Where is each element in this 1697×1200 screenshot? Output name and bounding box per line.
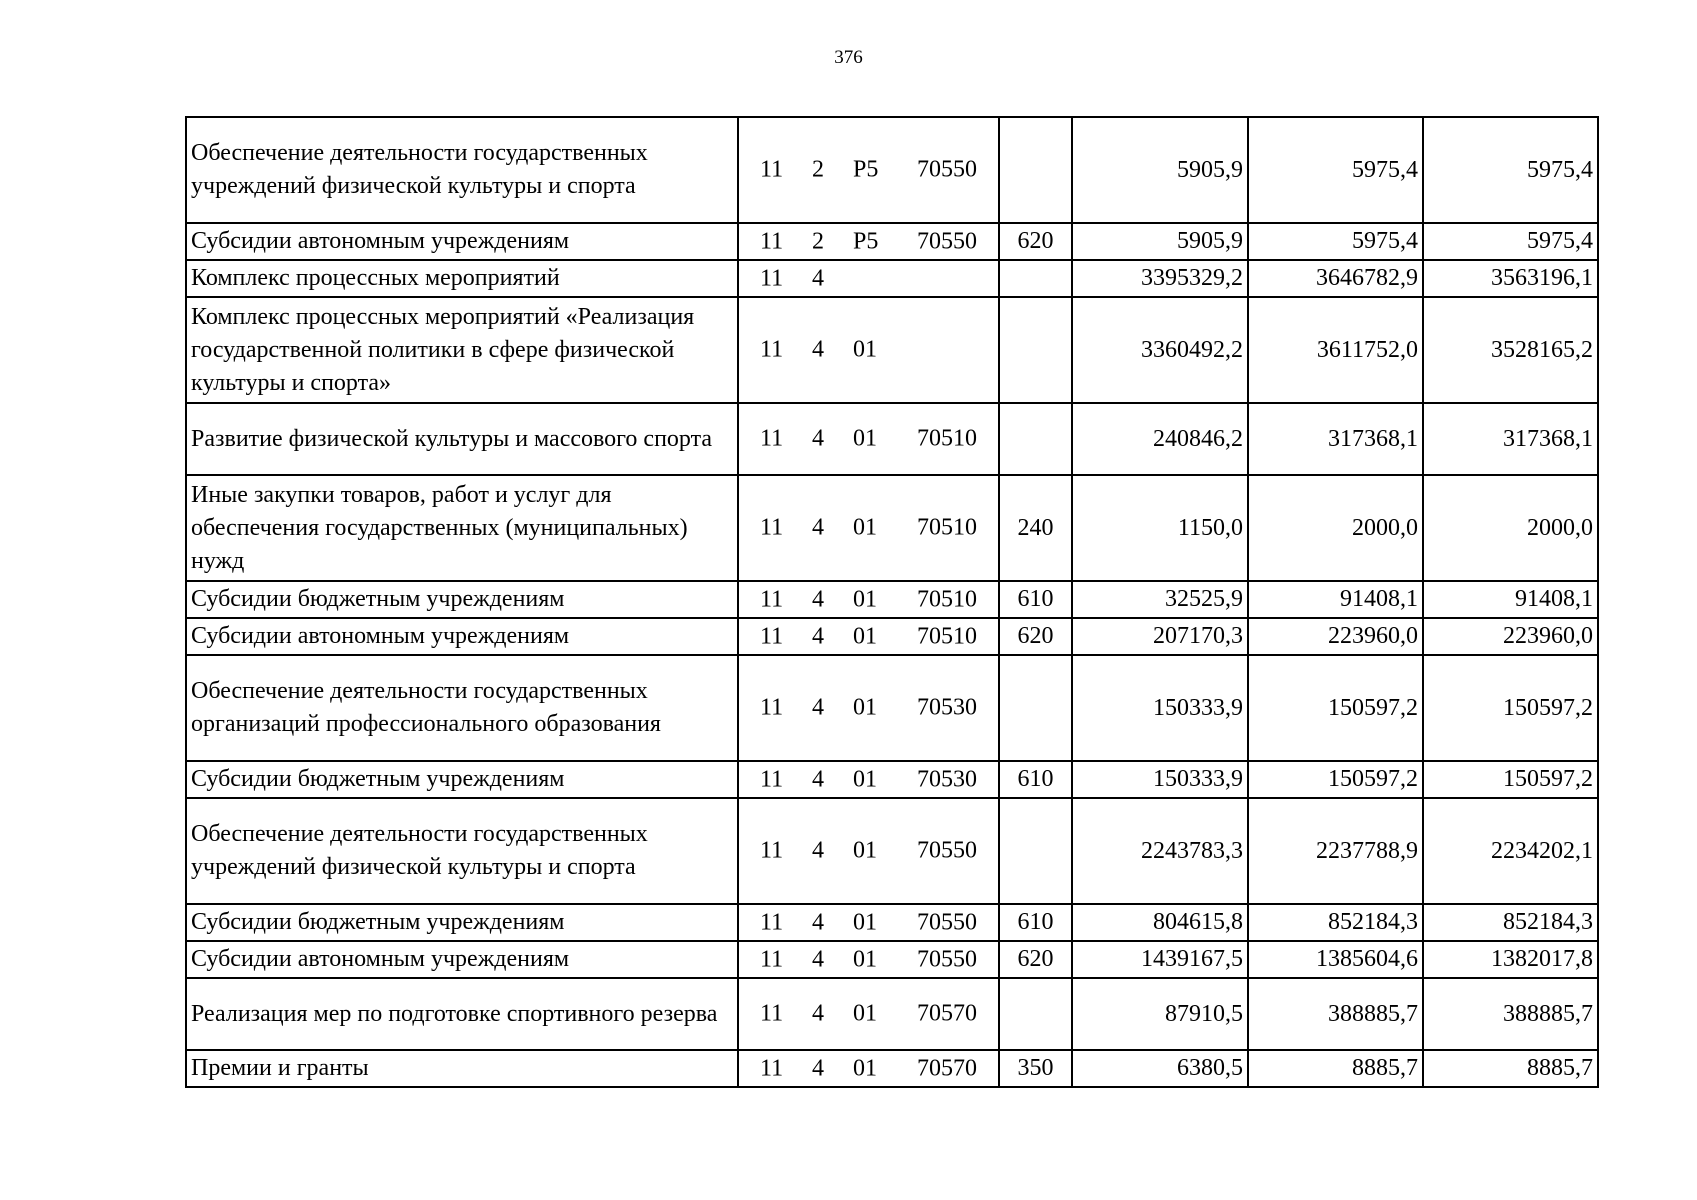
amount-cell-2: 3646782,9 <box>1248 260 1423 297</box>
code-part-1: 11 <box>760 909 784 935</box>
amount-cell-2: 91408,1 <box>1248 581 1423 618</box>
amount-cell-3: 8885,7 <box>1423 1050 1598 1087</box>
code-part-1: 11 <box>760 766 784 792</box>
expense-type-cell: 620 <box>999 941 1072 978</box>
amount-cell-3: 1382017,8 <box>1423 941 1598 978</box>
classification-code-cell <box>738 904 999 941</box>
code-part-4: 70510 <box>917 623 977 649</box>
table-body <box>186 117 1598 1087</box>
amount-cell-1: 5905,9 <box>1072 223 1248 260</box>
expense-type-cell: 610 <box>999 904 1072 941</box>
code-part-3: Р5 <box>853 156 879 183</box>
amount-cell-1: 3395329,2 <box>1072 260 1248 297</box>
code-part-3: 01 <box>853 425 877 452</box>
classification-code-cell <box>738 223 999 260</box>
amount-cell-3: 5975,4 <box>1423 223 1598 260</box>
page-number: 376 <box>834 47 863 68</box>
code-part-3: 01 <box>853 946 877 972</box>
table-row <box>186 618 1598 655</box>
row-name-cell: Субсидии автономным учреждениям <box>186 223 738 260</box>
code-part-3: 01 <box>853 694 877 721</box>
amount-cell-3: 223960,0 <box>1423 618 1598 655</box>
table-row <box>186 581 1598 618</box>
expense-type-cell <box>999 403 1072 475</box>
classification-code-cell <box>738 117 999 223</box>
classification-code-cell <box>738 978 999 1050</box>
amount-cell-2: 388885,7 <box>1248 978 1423 1050</box>
code-part-2: 4 <box>812 336 824 363</box>
expense-type-cell: 620 <box>999 223 1072 260</box>
code-part-2: 4 <box>812 623 824 649</box>
classification-code-cell <box>738 798 999 904</box>
amount-cell-2: 5975,4 <box>1248 117 1423 223</box>
row-name-cell: Реализация мер по подготовке спортивного резерва <box>186 978 738 1050</box>
amount-cell-1: 5905,9 <box>1072 117 1248 223</box>
amount-cell-2: 5975,4 <box>1248 223 1423 260</box>
amount-cell-2: 223960,0 <box>1248 618 1423 655</box>
classification-code-cell <box>738 403 999 475</box>
amount-cell-1: 1150,0 <box>1072 475 1248 581</box>
code-part-4: 70530 <box>917 694 977 721</box>
expense-type-cell <box>999 978 1072 1050</box>
code-part-3: 01 <box>853 1055 877 1081</box>
amount-cell-3: 388885,7 <box>1423 978 1598 1050</box>
code-part-2: 4 <box>812 837 824 864</box>
expense-type-cell: 610 <box>999 581 1072 618</box>
classification-code-cell <box>738 1050 999 1087</box>
row-name-cell: Комплекс процессных мероприятий «Реализация государственной политики в сфере физической культуры и спорта» <box>186 297 738 403</box>
row-name-cell: Субсидии бюджетным учреждениям <box>186 581 738 618</box>
code-part-1: 11 <box>760 265 784 291</box>
expense-type-cell: 610 <box>999 761 1072 798</box>
code-part-3: 01 <box>853 586 877 612</box>
table-row <box>186 1050 1598 1087</box>
row-name-cell: Обеспечение деятельности государственных учреждений физической культуры и спорта <box>186 798 738 904</box>
code-part-2: 4 <box>812 1000 824 1027</box>
code-part-2: 4 <box>812 514 824 541</box>
code-part-4: 70550 <box>917 946 977 972</box>
amount-cell-3: 5975,4 <box>1423 117 1598 223</box>
code-part-3: 01 <box>853 623 877 649</box>
code-part-1: 11 <box>760 156 784 183</box>
code-part-1: 11 <box>760 586 784 612</box>
budget-table <box>185 116 1599 1088</box>
row-name-cell: Развитие физической культуры и массового спорта <box>186 403 738 475</box>
amount-cell-1: 240846,2 <box>1072 403 1248 475</box>
code-part-2: 4 <box>812 1055 824 1081</box>
amount-cell-3: 317368,1 <box>1423 403 1598 475</box>
classification-code-cell <box>738 618 999 655</box>
code-part-4: 70550 <box>917 837 977 864</box>
table-row <box>186 655 1598 761</box>
row-name-cell: Комплекс процессных мероприятий <box>186 260 738 297</box>
code-part-3: 01 <box>853 837 877 864</box>
amount-cell-3: 2000,0 <box>1423 475 1598 581</box>
code-part-3: 01 <box>853 1000 877 1027</box>
expense-type-cell <box>999 655 1072 761</box>
amount-cell-1: 207170,3 <box>1072 618 1248 655</box>
table-row <box>186 260 1598 297</box>
code-part-1: 11 <box>760 514 784 541</box>
table-row <box>186 978 1598 1050</box>
table-row <box>186 475 1598 581</box>
table-row <box>186 297 1598 403</box>
amount-cell-1: 6380,5 <box>1072 1050 1248 1087</box>
expense-type-cell <box>999 297 1072 403</box>
row-name-cell: Обеспечение деятельности государственных учреждений физической культуры и спорта <box>186 117 738 223</box>
code-part-1: 11 <box>760 336 784 363</box>
code-part-4: 70510 <box>917 425 977 452</box>
amount-cell-1: 1439167,5 <box>1072 941 1248 978</box>
code-part-4: 70550 <box>917 156 977 183</box>
amount-cell-3: 3528165,2 <box>1423 297 1598 403</box>
amount-cell-2: 150597,2 <box>1248 761 1423 798</box>
classification-code-cell <box>738 581 999 618</box>
code-part-2: 4 <box>812 909 824 935</box>
row-name-cell: Премии и гранты <box>186 1050 738 1087</box>
amount-cell-2: 317368,1 <box>1248 403 1423 475</box>
table-row <box>186 941 1598 978</box>
row-name-cell: Субсидии автономным учреждениям <box>186 941 738 978</box>
code-part-3: 01 <box>853 514 877 541</box>
amount-cell-3: 852184,3 <box>1423 904 1598 941</box>
code-part-4: 70570 <box>917 1000 977 1027</box>
expense-type-cell <box>999 117 1072 223</box>
amount-cell-2: 150597,2 <box>1248 655 1423 761</box>
amount-cell-3: 91408,1 <box>1423 581 1598 618</box>
code-part-1: 11 <box>760 623 784 649</box>
code-part-2: 4 <box>812 586 824 612</box>
row-name-cell: Субсидии автономным учреждениям <box>186 618 738 655</box>
amount-cell-1: 150333,9 <box>1072 655 1248 761</box>
expense-type-cell: 620 <box>999 618 1072 655</box>
amount-cell-1: 3360492,2 <box>1072 297 1248 403</box>
classification-code-cell <box>738 761 999 798</box>
code-part-1: 11 <box>760 694 784 721</box>
amount-cell-3: 2234202,1 <box>1423 798 1598 904</box>
code-part-2: 4 <box>812 946 824 972</box>
code-part-3: 01 <box>853 766 877 792</box>
table-row <box>186 223 1598 260</box>
classification-code-cell <box>738 941 999 978</box>
amount-cell-3: 3563196,1 <box>1423 260 1598 297</box>
code-part-4: 70530 <box>917 766 977 792</box>
expense-type-cell: 350 <box>999 1050 1072 1087</box>
code-part-3: 01 <box>853 336 877 363</box>
code-part-2: 4 <box>812 694 824 721</box>
amount-cell-1: 804615,8 <box>1072 904 1248 941</box>
code-part-4: 70550 <box>917 228 977 254</box>
amount-cell-2: 2237788,9 <box>1248 798 1423 904</box>
amount-cell-2: 3611752,0 <box>1248 297 1423 403</box>
classification-code-cell <box>738 655 999 761</box>
code-part-2: 4 <box>812 766 824 792</box>
amount-cell-1: 150333,9 <box>1072 761 1248 798</box>
code-part-4: 70550 <box>917 909 977 935</box>
amount-cell-2: 8885,7 <box>1248 1050 1423 1087</box>
classification-code-cell <box>738 475 999 581</box>
amount-cell-1: 32525,9 <box>1072 581 1248 618</box>
amount-cell-2: 2000,0 <box>1248 475 1423 581</box>
code-part-2: 4 <box>812 265 824 291</box>
row-name-cell: Иные закупки товаров, работ и услуг для обеспечения государственных (муниципальных) нужд <box>186 475 738 581</box>
amount-cell-1: 87910,5 <box>1072 978 1248 1050</box>
classification-code-cell <box>738 260 999 297</box>
code-part-1: 11 <box>760 837 784 864</box>
code-part-2: 2 <box>812 156 824 183</box>
amount-cell-2: 1385604,6 <box>1248 941 1423 978</box>
code-part-3: Р5 <box>853 228 879 254</box>
row-name-cell: Субсидии бюджетным учреждениям <box>186 904 738 941</box>
amount-cell-3: 150597,2 <box>1423 761 1598 798</box>
code-part-4: 70510 <box>917 586 977 612</box>
row-name-cell: Обеспечение деятельности государственных организаций профессионального образования <box>186 655 738 761</box>
code-part-1: 11 <box>760 228 784 254</box>
code-part-1: 11 <box>760 1055 784 1081</box>
table-row <box>186 904 1598 941</box>
expense-type-cell <box>999 798 1072 904</box>
code-part-2: 2 <box>812 228 824 254</box>
expense-type-cell <box>999 260 1072 297</box>
code-part-1: 11 <box>760 425 784 452</box>
code-part-2: 4 <box>812 425 824 452</box>
row-name-cell: Субсидии бюджетным учреждениям <box>186 761 738 798</box>
table-row <box>186 403 1598 475</box>
table-row <box>186 761 1598 798</box>
amount-cell-2: 852184,3 <box>1248 904 1423 941</box>
code-part-1: 11 <box>760 946 784 972</box>
code-part-4: 70570 <box>917 1055 977 1081</box>
code-part-1: 11 <box>760 1000 784 1027</box>
expense-type-cell: 240 <box>999 475 1072 581</box>
table-row <box>186 798 1598 904</box>
table-row <box>186 117 1598 223</box>
amount-cell-1: 2243783,3 <box>1072 798 1248 904</box>
amount-cell-3: 150597,2 <box>1423 655 1598 761</box>
code-part-3: 01 <box>853 909 877 935</box>
classification-code-cell <box>738 297 999 403</box>
code-part-4: 70510 <box>917 514 977 541</box>
